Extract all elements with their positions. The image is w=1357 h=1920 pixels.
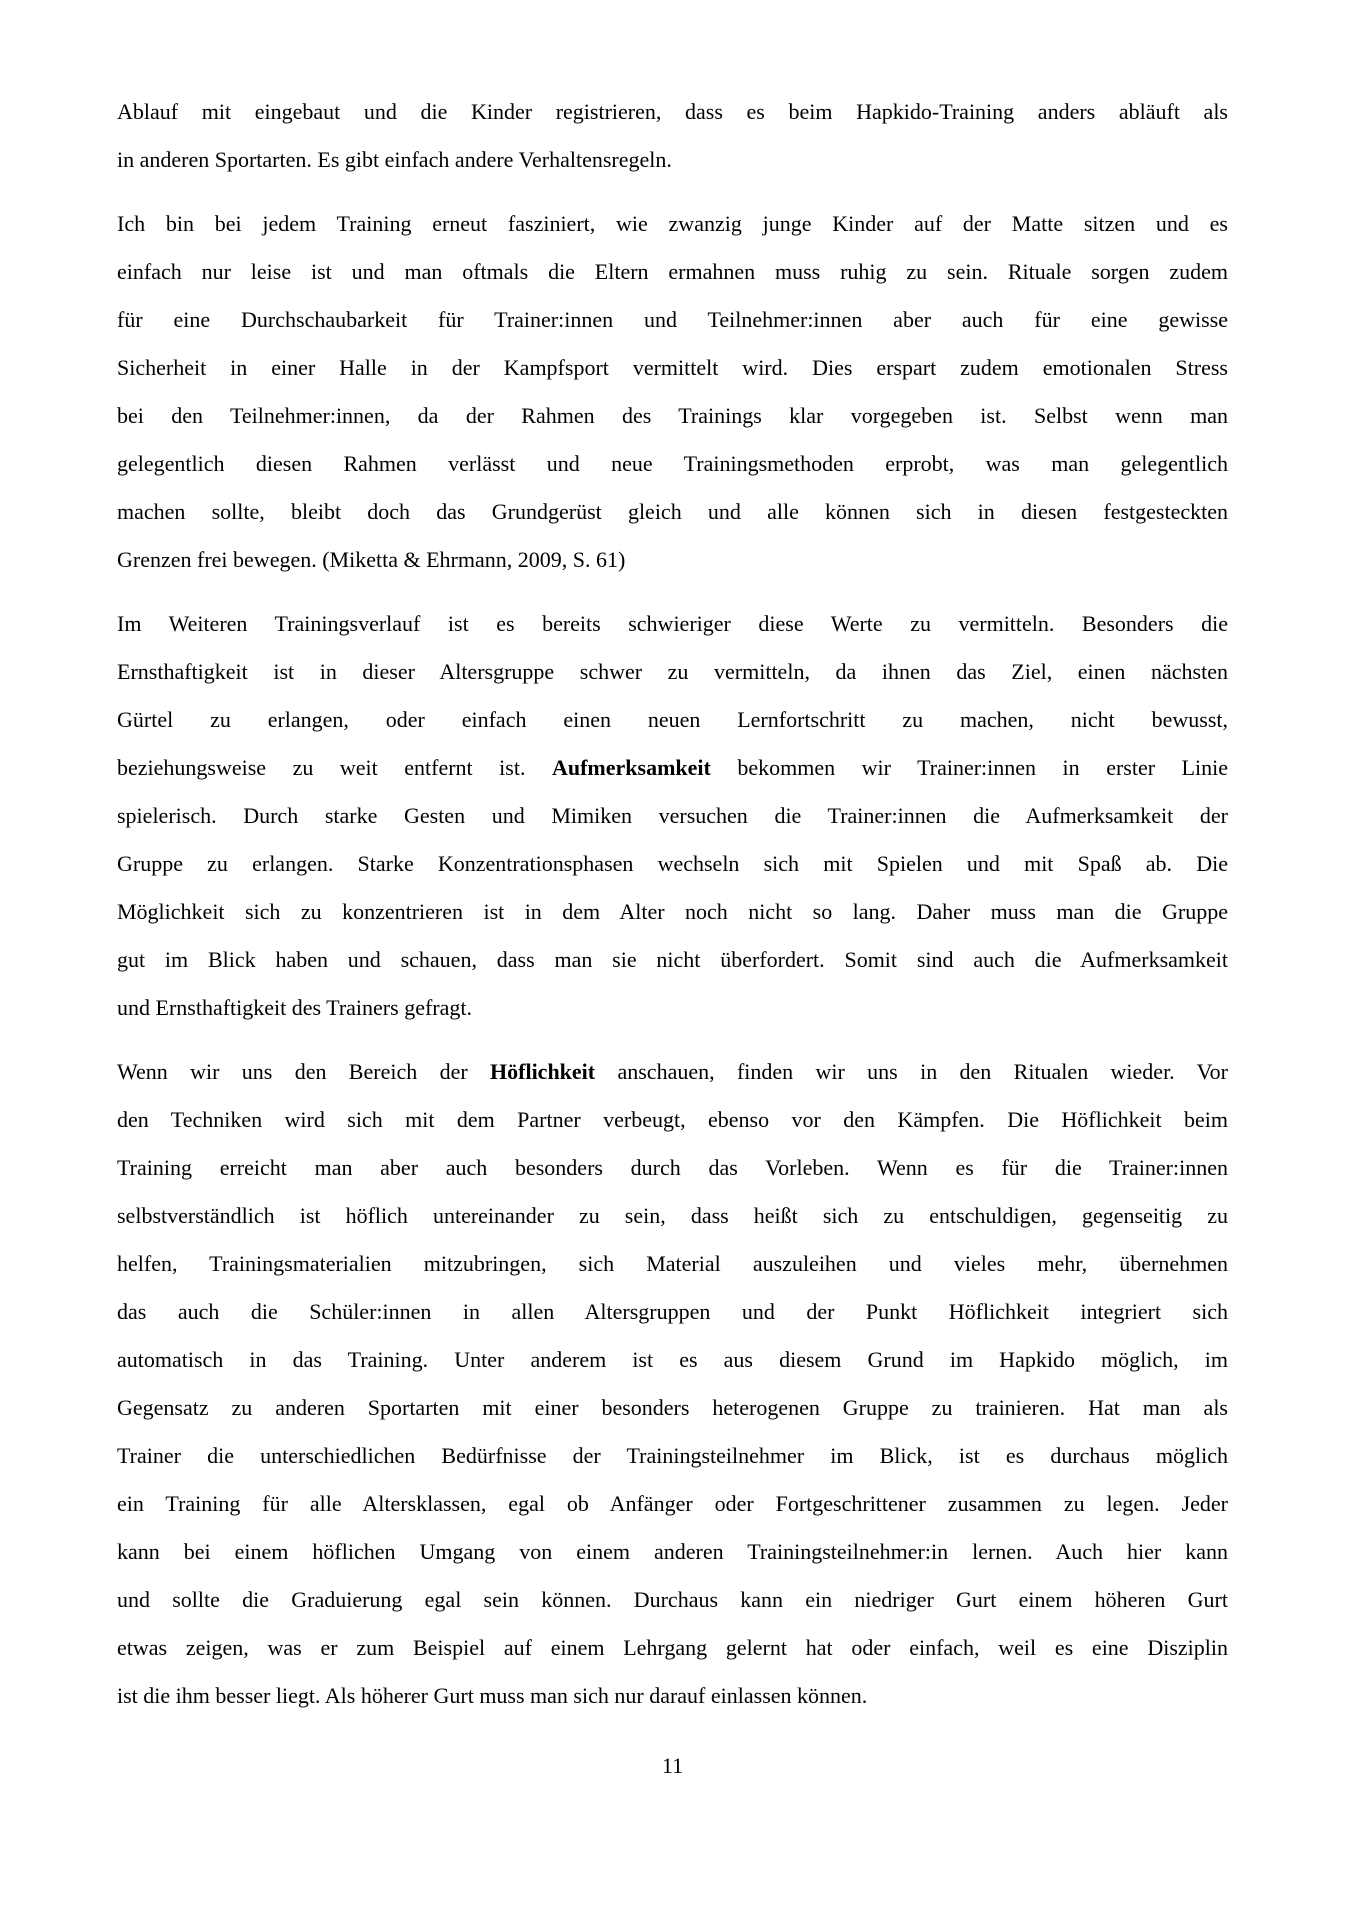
document-body	[117, 88, 1228, 1720]
text-line	[117, 296, 1228, 344]
text-line	[117, 536, 1228, 584]
text-segment: Ablauf mit eingebaut und die Kinder registrieren, dass es beim Hapkido-Training anders abläuft als	[117, 99, 1228, 124]
text-segment: den Techniken wird sich mit dem Partner verbeugt, ebenso vor den Kämpfen. Die Höflichkeit beim	[117, 1107, 1228, 1132]
text-segment: für eine Durchschaubarkeit für Trainer:innen und Teilnehmer:innen aber auch für eine gewisse	[117, 307, 1228, 332]
text-line	[117, 792, 1228, 840]
text-segment: Möglichkeit sich zu konzentrieren ist in dem Alter noch nicht so lang. Daher muss man die Gruppe	[117, 899, 1228, 924]
text-segment: das auch die Schüler:innen in allen Altersgruppen und der Punkt Höflichkeit integriert sich	[117, 1299, 1228, 1324]
text-line	[117, 1336, 1228, 1384]
bold-term: Höflichkeit	[490, 1059, 596, 1084]
text-line	[117, 248, 1228, 296]
text-segment: Wenn wir uns den Bereich der	[117, 1059, 491, 1084]
text-segment: helfen, Trainingsmaterialien mitzubringen, sich Material auszuleihen und vieles mehr, übernehmen	[117, 1251, 1228, 1276]
text-line	[117, 1048, 1228, 1096]
text-segment: bekommen wir Trainer:innen in erster Linie	[710, 755, 1228, 780]
text-segment: gelegentlich diesen Rahmen verlässt und neue Trainingsmethoden erprobt, was man gelegentlich	[117, 451, 1228, 476]
text-line	[117, 1672, 1228, 1720]
text-line	[117, 1384, 1228, 1432]
text-line	[117, 600, 1228, 648]
text-segment: Gürtel zu erlangen, oder einfach einen neuen Lernfortschritt zu machen, nicht bewusst,	[117, 707, 1228, 732]
paragraph	[117, 200, 1228, 584]
text-line	[117, 1288, 1228, 1336]
text-segment: kann bei einem höflichen Umgang von einem anderen Trainingsteilnehmer:in lernen. Auch hier kann	[117, 1539, 1228, 1564]
text-segment: einfach nur leise ist und man oftmals die Eltern ermahnen muss ruhig zu sein. Rituale sorgen zudem	[117, 259, 1228, 284]
text-segment: etwas zeigen, was er zum Beispiel auf einem Lehrgang gelernt hat oder einfach, weil es eine Disziplin	[117, 1635, 1228, 1660]
text-segment: Gegensatz zu anderen Sportarten mit einer besonders heterogenen Gruppe zu trainieren. Hat man als	[117, 1395, 1228, 1420]
text-line	[117, 1192, 1228, 1240]
text-segment: machen sollte, bleibt doch das Grundgerüst gleich und alle können sich in diesen festgesteckten	[117, 499, 1228, 524]
text-line	[117, 936, 1228, 984]
paragraph	[117, 1048, 1228, 1720]
text-segment: spielerisch. Durch starke Gesten und Mimiken versuchen die Trainer:innen die Aufmerksamkeit der	[117, 803, 1228, 828]
text-line	[117, 696, 1228, 744]
text-line	[117, 744, 1228, 792]
text-segment: gut im Blick haben und schauen, dass man sie nicht überfordert. Somit sind auch die Aufmerksamkeit	[117, 947, 1228, 972]
text-line	[117, 840, 1228, 888]
text-segment: und Ernsthaftigkeit des Trainers gefragt.	[117, 995, 472, 1020]
text-segment: selbstverständlich ist höflich untereinander zu sein, dass heißt sich zu entschuldigen, gegenseitig zu	[117, 1203, 1228, 1228]
text-segment: ist die ihm besser liegt. Als höherer Gurt muss man sich nur darauf einlassen können.	[117, 1683, 868, 1708]
text-segment: automatisch in das Training. Unter anderem ist es aus diesem Grund im Hapkido möglich, im	[117, 1347, 1228, 1372]
text-line	[117, 984, 1228, 1032]
text-segment: beziehungsweise zu weit entfernt ist.	[117, 755, 552, 780]
text-segment: Training erreicht man aber auch besonders durch das Vorleben. Wenn es für die Trainer:innen	[117, 1155, 1228, 1180]
text-segment: Ernsthaftigkeit ist in dieser Altersgruppe schwer zu vermitteln, da ihnen das Ziel, einen nächsten	[117, 659, 1228, 684]
text-segment: und sollte die Graduierung egal sein können. Durchaus kann ein niedriger Gurt einem höheren Gurt	[117, 1587, 1228, 1612]
text-segment: ein Training für alle Altersklassen, egal ob Anfänger oder Fortgeschrittener zusammen zu legen. Jeder	[117, 1491, 1228, 1516]
text-line	[117, 88, 1228, 136]
text-line	[117, 888, 1228, 936]
text-line	[117, 488, 1228, 536]
text-segment: in anderen Sportarten. Es gibt einfach andere Verhaltensregeln.	[117, 147, 672, 172]
text-line	[117, 1576, 1228, 1624]
paragraph	[117, 600, 1228, 1032]
text-line	[117, 1144, 1228, 1192]
text-line	[117, 136, 1228, 184]
text-segment: anschauen, finden wir uns in den Ritualen wieder. Vor	[595, 1059, 1229, 1084]
text-line	[117, 1432, 1228, 1480]
page-number: 11	[661, 1753, 684, 1778]
bold-term: Aufmerksamkeit	[551, 755, 711, 780]
text-segment: Grenzen frei bewegen. (Miketta & Ehrmann, 2009, S. 61)	[117, 547, 626, 572]
text-segment: Sicherheit in einer Halle in der Kampfsport vermittelt wird. Dies erspart zudem emotionalen Stress	[117, 355, 1228, 380]
text-line	[117, 392, 1228, 440]
text-line	[117, 1624, 1228, 1672]
text-segment: Im Weiteren Trainingsverlauf ist es bereits schwieriger diese Werte zu vermitteln. Besonders die	[117, 611, 1228, 636]
text-line	[117, 648, 1228, 696]
paragraph	[117, 88, 1228, 184]
text-line	[117, 1240, 1228, 1288]
text-line	[117, 1096, 1228, 1144]
text-segment: Gruppe zu erlangen. Starke Konzentrationsphasen wechseln sich mit Spielen und mit Spaß ab. Die	[117, 851, 1228, 876]
text-line	[117, 1528, 1228, 1576]
text-line	[117, 200, 1228, 248]
text-segment: bei den Teilnehmer:innen, da der Rahmen des Trainings klar vorgegeben ist. Selbst wenn man	[117, 403, 1228, 428]
text-line	[117, 440, 1228, 488]
text-segment: Ich bin bei jedem Training erneut fasziniert, wie zwanzig junge Kinder auf der Matte sitzen und es	[117, 211, 1228, 236]
text-segment: Trainer die unterschiedlichen Bedürfnisse der Trainingsteilnehmer im Blick, ist es durchaus möglich	[117, 1443, 1228, 1468]
text-line	[117, 344, 1228, 392]
text-line	[117, 1480, 1228, 1528]
